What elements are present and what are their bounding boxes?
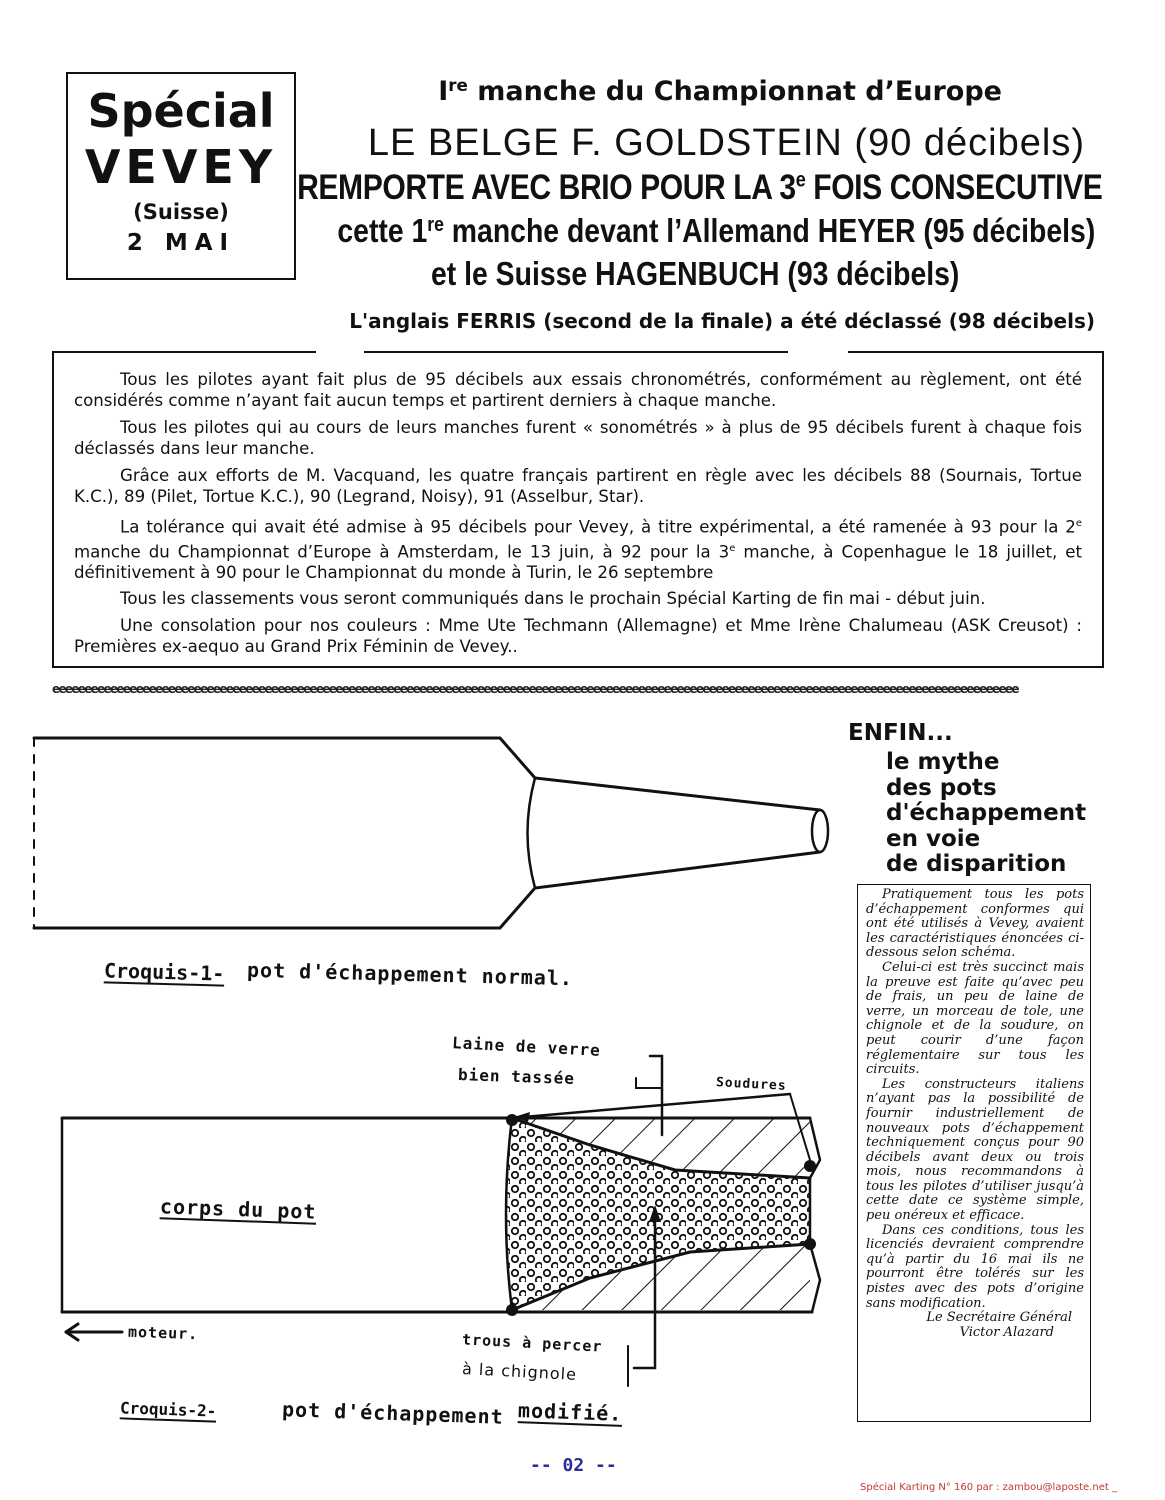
sidebar-kicker: ENFIN...	[848, 720, 953, 746]
border-gap	[316, 350, 364, 355]
sketch-1-caption: pot d'échappement normal.	[246, 957, 574, 991]
headline-main: LE BELGE F. GOLDSTEIN (90 décibels)	[367, 122, 1085, 164]
notice-paragraph: Tous les pilotes qui au cours de leurs manches furent « sonométrés » à plus de 95 décibels furent à chaque fois déclassés dans leur manche.	[74, 418, 1082, 458]
sidebar-title	[886, 750, 1086, 878]
headline-note: L'anglais FERRIS (second de la finale) a été déclassé (98 décibels)	[349, 309, 1095, 333]
headline-sub-1: REMPORTE AVEC BRIO POUR LA 3e FOIS CONSECUTIVE	[296, 168, 1102, 207]
headline-sub-2: cette 1re manche devant l’Allemand HEYER (95 décibels)	[337, 212, 1095, 249]
glass-wool-label-2: bien tassée	[457, 1064, 576, 1089]
normal-exhaust-drawing	[30, 728, 830, 948]
notice-paragraph: Tous les classements vous seront communiqués dans le prochain Spécial Karting de fin mai - début juin.	[120, 589, 986, 609]
notice-paragraph: Tous les pilotes ayant fait plus de 95 décibels aux essais chronométrés, conformément au règlement, ont été considérés comme n’ayant fait aucun temps et partirent derniers à chaque manche.	[74, 370, 1082, 410]
notice-paragraph: Grâce aux efforts de M. Vacquand, les quatre français partirent en règle avec les décibels 88 (Sournais, Tortue K.C.), 89 (Pilet, Tortue K.C.), 90 (Legrand, Noisy), 91 (Asselbur, Star).	[74, 466, 1082, 506]
sketch-2-caption-modified: modifié.	[517, 1398, 623, 1426]
sidebar-title-line: le mythe	[886, 749, 1000, 775]
headline-sub-3: et le Suisse HAGENBUCH (93 décibels)	[430, 255, 959, 292]
sidebar-article	[857, 884, 1091, 1422]
border-gap	[788, 350, 848, 355]
signature-title: Le Secrétaire Général	[926, 1310, 1072, 1326]
welds-label: Soudures	[715, 1075, 787, 1094]
holes-label-2: à la chignole	[461, 1359, 578, 1384]
special-location: VEVEY	[84, 140, 278, 194]
special-title: Spécial	[87, 84, 275, 138]
sidebar-title-line: d'échappement	[886, 800, 1087, 826]
decorative-separator: eeeeeeeeeeeeeeeeeeeeeeeeeeeeeeeeeeeeeeeeeeeeeeeeeeeeeeeeeeeeeeeeeeeeeeeeeeeeeeeeeeeeeeeeeeeeeeeeeeeeeeeeeeeeeeeeeeeeeeeeeeeeeeeeeeeeeeeeeeeeeeeeeeeeee	[52, 682, 1018, 696]
notice-text	[74, 369, 1082, 663]
sidebar-title-line: de disparition	[886, 851, 1067, 877]
article-paragraph: Les constructeurs italiens n’ayant pas la possibilité de fournir industriellement de nouveaux pots d’échappement techniquement conçus pour 90 décibels avant deux ou trois mois, nous recommandons à tous les pilotes d’utiliser jusqu’à cette date ce système simple, peu onéreux et efficace.	[866, 1076, 1084, 1224]
article-paragraph: Dans ces conditions, tous les licenciés devraient comprendre qu’à partir du 16 mai ils ne pourront être tolérés sur les pistes avec des pots d’origine sans modification.	[866, 1222, 1084, 1311]
notice-paragraph: Une consolation pour nos couleurs : Mme Ute Techmann (Allemagne) et Mme Irène Chalumeau (ASK Creusot) : Premières ex-aequo au Grand Prix Féminin de Vevey..	[74, 616, 1082, 657]
holes-label: trous à percer	[461, 1330, 603, 1356]
article-paragraph: Pratiquement tous les pots d’échappement conformes qui ont été utilisés à Vevey, avaient les caractéristiques énoncées ci-dessous selon schéma.	[866, 887, 1084, 961]
sketch-1-label: Croquis-1-	[103, 958, 225, 986]
sketch-2-caption: pot d'échappement	[281, 1397, 505, 1429]
special-country: (Suisse)	[133, 200, 229, 224]
footer-credit: Spécial Karting N° 160 par : zambou@laposte.net _	[860, 1482, 1117, 1493]
signature-name: Victor Alazard	[959, 1324, 1054, 1340]
glass-wool-label: Laine de verre	[451, 1033, 602, 1060]
sidebar-title-line: des pots	[886, 774, 997, 801]
article-paragraph: Celui-ci est très succinct mais la preuve est faite qu’avec peu de frais, un peu de laine de verre, un morceau de tole, une chignole et de la soudure, on peut courir d’une façon réglementaire sur tous les circuits.	[866, 959, 1084, 1078]
sidebar-title-line: en voie	[886, 825, 981, 852]
special-date: 2 MAI	[126, 230, 236, 256]
sketch-2-label: Croquis-2-	[119, 1398, 217, 1421]
page-number: -- 02 --	[530, 1455, 617, 1476]
notice-paragraph: La tolérance qui avait été admise à 95 décibels pour Vevey, à titre expérimental, a été ramenée à 93 pour la 2e manche du Championnat d’Europe à Amsterdam, le 13 juin, à 92 pour la 3e manche, à Copenhague le 18 juillet, et définitivement à 90 pour le Championnat du monde à Turin, le 26 septembre	[74, 517, 1082, 583]
headline-kicker: Ire manche du Championnat d’Europe	[438, 75, 1002, 108]
special-edition-box	[66, 72, 296, 280]
engine-label: moteur.	[127, 1322, 199, 1344]
pot-body-label: corps du pot	[159, 1194, 317, 1224]
rules-notice-box	[52, 351, 1104, 668]
